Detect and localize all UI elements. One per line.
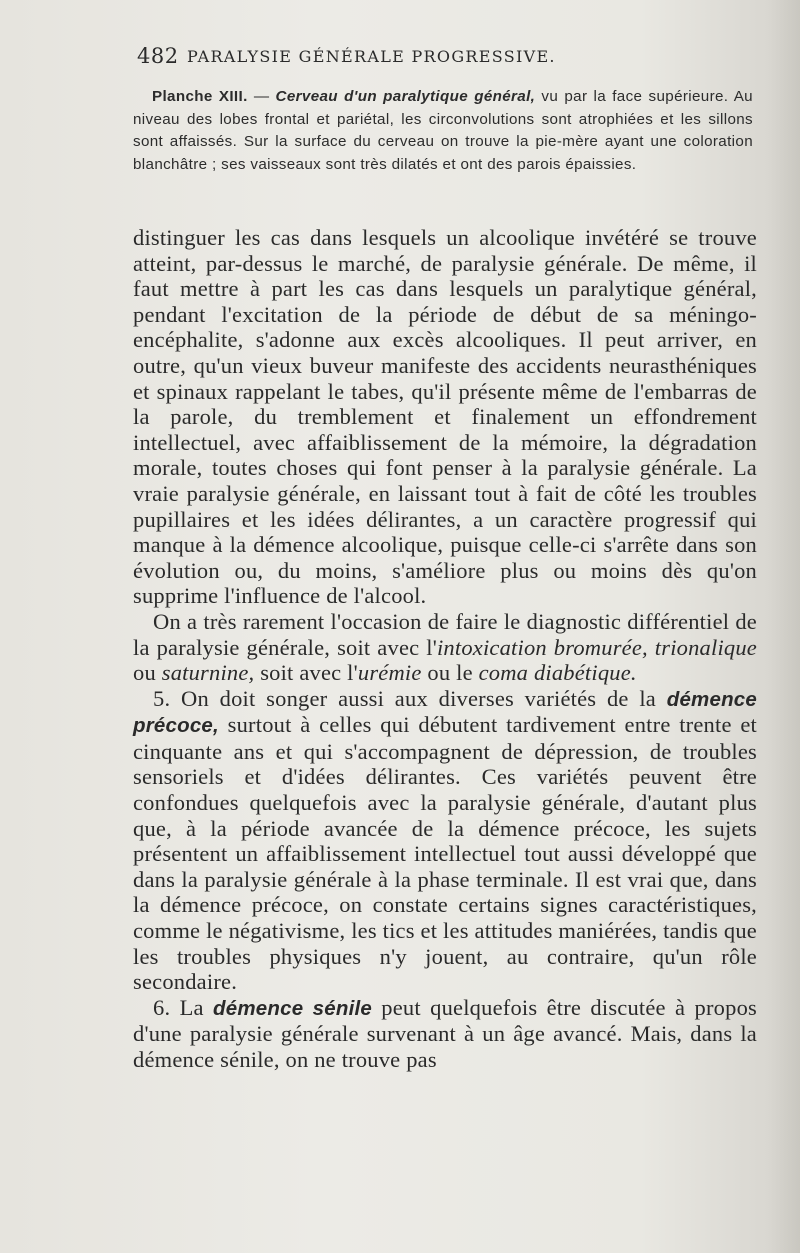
body-text xyxy=(133,225,757,1073)
plate-caption xyxy=(133,86,753,176)
caption-dash: — xyxy=(247,88,276,105)
text-span: ou le xyxy=(421,660,479,686)
italic-term: coma diabétique. xyxy=(478,660,637,686)
page-number: 482 xyxy=(137,44,179,68)
emphasis-term: démence sénile xyxy=(213,996,372,1020)
text-span: soit avec l' xyxy=(254,660,358,686)
caption-text: vu par la face supérieure. Au niveau des lobes frontal et pariétal, les circonvolutions sont atrophiées et les sillons sont affaissés. Sur la surface du cerveau on trouve la pie-mère ayant une coloration blanchâtre ; ses vaisseaux sont très dilatés et ont des parois épaissies. xyxy=(133,88,753,173)
paragraph-alcoholic-dementia: distinguer les cas dans lesquels un alcoolique invétéré se trouve atteint, par-dessus le marché, de paralysie générale. De même, il faut mettre à part les cas dans lesquels un paralytique général, pendant l'excitation de la période de début de sa méningo-encéphalite, s'adonne aux excès alcooliques. Il peut arriver, en outre, qu'un vieux buveur manifeste des accidents neurasthéniques et spinaux rappelant le tabes, qu'il présente même de l'embarras de la parole, du tremblement et finalement un effondrement intellectuel, avec affaiblissement de la mémoire, la dégradation morale, toutes choses qui font penser à la paralysie générale. La vraie paralysie générale, en laissant tout à fait de côté les troubles pupillaires et les idées délirantes, a un caractère progressif qui manque à la démence alcoolique, puisque celle-ci s'arrête dans son évolution ou, du moins, s'améliore plus ou moins dès qu'on supprime l'influence de l'alcool. xyxy=(133,225,757,609)
text-span: peut quelquefois être discutée à propos d'une paralysie générale survenant à un âge avancé. Mais, dans la démence sénile, on ne trouve pas xyxy=(133,994,757,1072)
text-span: surtout à celles qui débutent tardivement entre trente et cinquante ans et qui s'accompagnent de dépression, de troubles sensoriels et d'idées délirantes. Ces variétés peuvent être confondues quelquefois avec la paralysie générale, d'autant plus que, à la période avancée de la démence précoce, les sujets présentent un affaiblissement intellectuel tout aussi développé que dans la paralysie générale à la phase terminale. Il est vrai que, dans la démence précoce, on constate certains signes caractéristiques, comme le négativisme, les tics et les attitudes maniérées, tandis que les troubles physiques n'y jouent, au contraire, qu'un rôle secondaire. xyxy=(133,712,757,995)
italic-term: intoxication bromurée, trionalique xyxy=(436,634,757,660)
italic-term: saturnine, xyxy=(161,660,255,686)
running-title: PARALYSIE GÉNÉRALE PROGRESSIVE. xyxy=(187,47,556,66)
text-span: 5. On doit songer aussi aux diverses variétés de la xyxy=(153,685,667,711)
plate-title: Cerveau d'un paralytique général, xyxy=(275,88,536,105)
plate-label: Planche XIII. xyxy=(152,88,248,105)
paragraph-senile-dementia xyxy=(133,995,757,1073)
paragraph-dementia-praecox xyxy=(133,686,757,995)
text-span: 6. La xyxy=(153,994,214,1020)
running-head xyxy=(137,44,757,74)
text-span: On a très rarement l'occasion de faire le diagnostic différentiel de la paralysie générale, soit avec l' xyxy=(133,608,757,660)
italic-term: urémie xyxy=(357,660,422,686)
emphasis-term: démence précoce, xyxy=(133,687,757,738)
paragraph-intoxication xyxy=(133,609,757,686)
text-span: ou xyxy=(133,660,162,686)
